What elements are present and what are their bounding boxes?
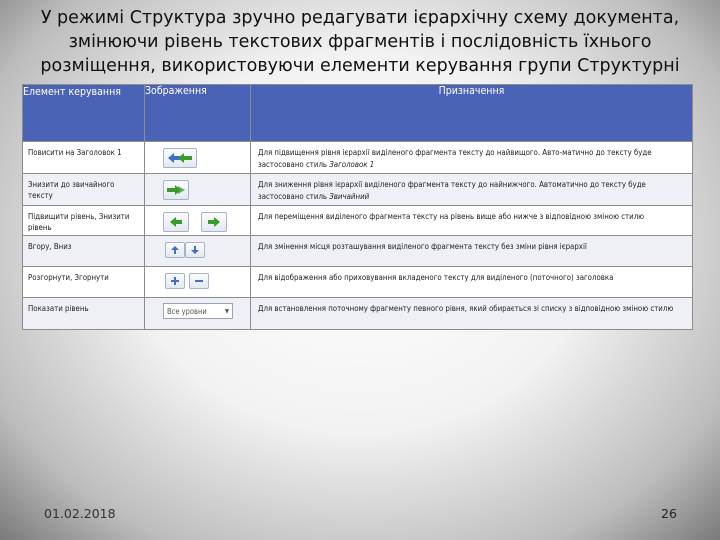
table-header-row	[23, 85, 693, 142]
table-row	[23, 142, 693, 174]
table-row	[23, 174, 693, 206]
row-control: Вгору, Вниз	[23, 236, 145, 267]
arrow-down-icon	[185, 242, 205, 258]
row-purpose	[251, 174, 693, 206]
double-arrow-right-icon	[163, 180, 189, 200]
row-purpose	[251, 142, 693, 174]
row-control: Знизити до звичайного тексту	[23, 174, 145, 206]
arrow-up-icon	[165, 242, 185, 258]
minus-icon	[189, 273, 209, 289]
slide-number: 26	[661, 506, 677, 521]
plus-icon	[165, 273, 185, 289]
row-control: Розгорнути, Згорнути	[23, 267, 145, 298]
row-image	[145, 267, 251, 298]
row-purpose: Для переміщення виділеного фрагмента тексту на рівень вище або нижче з відповідною зміною стилю	[251, 206, 693, 236]
chevron-down-icon: ▼	[224, 307, 229, 315]
arrow-right-icon	[201, 212, 227, 232]
table-row	[23, 298, 693, 330]
row-image	[145, 236, 251, 267]
header-purpose: Призначення	[251, 85, 693, 142]
purpose-text: Для зниження рівня ієрархії виділеного фрагмента тексту до найнижчого. Автоматично до тексту буде застосовано стиль	[258, 180, 646, 201]
table-row	[23, 267, 693, 298]
row-purpose: Для відображення або приховування вкладеного тексту для виділеного (поточного) заголовка	[251, 267, 693, 298]
row-purpose: Для встановлення поточному фрагменту певного рівня, який обирається зі списку з відповідною зміною стилю	[251, 298, 693, 330]
row-image	[145, 142, 251, 174]
purpose-text: Для підвищення рівня ієрархії виділеного фрагмента тексту до найвищого. Авто-матично до тексту буде застосовано стиль	[258, 148, 652, 169]
row-image	[145, 174, 251, 206]
slide-title: У режимі Структура зручно редагувати ієрархічну схему документа, змінюючи рівень текстових фрагментів і послідовність їхнього розміщення, використовуючи елементи керування групи Структурні	[40, 8, 680, 76]
double-arrow-left-icon	[163, 148, 197, 168]
header-control: Елемент керування	[23, 85, 145, 142]
table-row	[23, 206, 693, 236]
row-image	[145, 298, 251, 330]
row-control: Підвищити рівень, Знизити рівень	[23, 206, 145, 236]
combo-value: Все уровни	[167, 306, 207, 316]
row-image	[145, 206, 251, 236]
show-level-combo	[163, 303, 233, 319]
arrow-left-icon	[163, 212, 189, 232]
style-name: Звичайний	[329, 191, 370, 201]
table-row	[23, 236, 693, 267]
row-purpose: Для змінення місця розташування виділеного фрагмента тексту без зміни рівня ієрархії	[251, 236, 693, 267]
slide-date: 01.02.2018	[44, 506, 116, 521]
header-image: Зображення	[145, 85, 251, 142]
row-control: Показати рівень	[23, 298, 145, 330]
controls-table	[22, 84, 693, 330]
row-control: Повисити на Заголовок 1	[23, 142, 145, 174]
style-name: Заголовок 1	[329, 159, 375, 169]
